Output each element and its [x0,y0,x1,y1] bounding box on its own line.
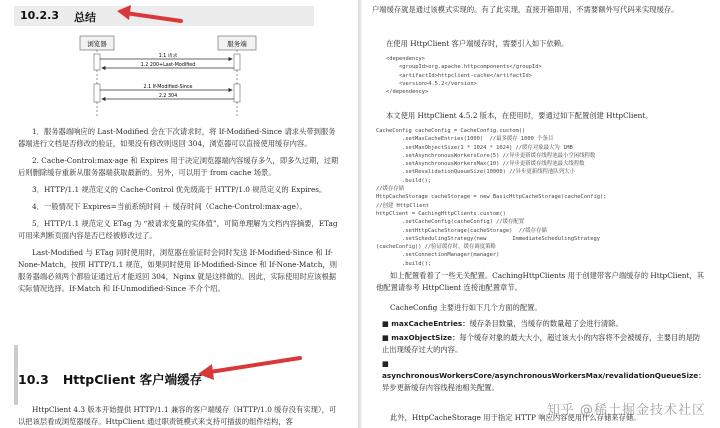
code-line: HttpCacheStorage cacheStorage = new BasicHttpCacheStorage(cacheConfig); [376,194,607,201]
msg-4: 2.2 304 [158,94,178,99]
code-line: (cacheConfig)) //验证缓存时，缓存调度策略 [376,244,496,251]
heading-title: HttpClient 客户端缓存 [62,372,203,387]
code-line: .setConnectionManager(manager) [376,252,500,259]
code-line: <dependency> [386,56,425,62]
dependency-code [386,55,542,96]
code-line: .setRevalidationQueueSize(10000) //异步更新线程池队列大小 [376,169,575,176]
summary-item-1: 1．服务器端响应的 Last-Modified 会在下次请求时，将 If-Modified-Since 请求头带到服务器端进行文档是否修改的验证，如果没有修改则返回 304，浏览器可以直接使用缓存内容。 [18,127,336,148]
bullet-text: 异步更新缓存内容线程池相关配置。 [382,383,499,392]
after-config-paragraph: 如上配置看着了一些无关配置。CachingHttpClients 用于创建带客户端缓存的 HttpClient，其他配置请参考 HttpClient 连接池配置章节。 [376,271,705,292]
code-line: </dependency> [386,89,429,96]
bullet-name: maxObjectSize： [391,333,460,342]
last-line: 此外，HttpCacheStorage 用于指定 HTTP 响应内容使用什么存储来存储。 [390,413,641,422]
code-line: <version>4.5.2</version> [386,80,477,87]
dependency-intro: 在使用 HttpClient 客户端缓存时，需要引入如下依赖。 [386,39,569,48]
code-line: .setAsynchronousWorkersCore(5) //异步更新缓存线程池最小空闲线程数 [376,152,596,159]
code-line: <artifactId>httpclient-cache</artifactId> [386,72,533,79]
summary-note: Last-Modified 与 ETag 同时使用时，浏览器在验证时会同时发送 If-Modified-Since 和 If-None-Match，按照 HTTP/1.1 规范，如果同时使用 If-Modified-Since 和 If-None-Match，则服务器端必须两个都验证通过后才能返回 304，Nginx 就是这样做的。因此，实际使用时应该根据实际情况选择。If-Match 和 If-Unmodified-Since 不介个绍。 [18,248,338,293]
section-number: 10.2.3 [20,9,59,22]
summary-item-2: 2. Cache-Control:max-age 和 Expires 用于决定浏览器端内容缓存多久，即多久过期，过期后则删除缓存重新从服务器端获取最新的。另外，可以用于 from cache 场景。 [18,156,339,177]
bullet-text: 每个缓存对象的最大大小，超过该大小的内容将不会被缓存，主要目的是防止出现缓存过大的内容。 [382,333,701,354]
bullet-item: ■ maxCacheEntries：缓存条目数量，当缓存的数量超了会进行清除。 [382,319,623,328]
bullet-name: asynchronousWorkersCore/asynchronousWorkersMax/revalidationQueueSize： [382,371,706,380]
code-line: .setAsynchronousWorkersMax(10) //异步更新缓存线程池最大线程数 [376,161,585,168]
summary-list [18,126,340,295]
red-arrow-icon [115,3,185,27]
code-line: .setHttpCacheStorage(cacheStorage) //缓存存储 [376,227,547,234]
summary-item-5: 5．HTTP/1.1 规范定义 ETag 为 “被请求变量的实体值”，可简单理解为文档内容摘要，ETag 可用来判断页面内容是否已经被修改过了。 [18,219,338,240]
config-intro: 本文使用 HttpClient 4.5.2 版本，在使用时，要通过如下配置创建 HttpClient。 [386,111,653,120]
code-line: //缓存存储 [376,186,405,193]
left-page [0,0,358,428]
bullet-text: 缓存条目数量，当缓存的数量超了会进行清除。 [469,319,623,328]
code-line: .build(); [376,260,432,267]
cacheconfig-intro: CacheConfig 主要进行如下几个方面的配置。 [390,303,542,312]
summary-item-3: 3．HTTP/1.1 规范定义的 Cache-Control 优先级高于 HTTP/1.0 规范定义的 Expires。 [32,185,327,194]
summary-item-4: 4．一般情况下 Expires=当前系统时间 ＋ 缓存时间（Cache-Control:max-age）。 [32,202,307,211]
browser-label: 浏览器 [87,40,107,48]
bullet-name: maxCacheEntries： [391,319,470,328]
heading-number: 10.3 [18,372,49,387]
intro-continued: 户端缓存就是通过该模式实现的。有了此实现，直接开箱即用，不需要额外写代码来实现缓存。 [372,5,679,14]
msg-1: 1.1 请求 [158,54,178,59]
code-line: .setMaxObjectSize(1 * 1024 * 1024) //缓存对象最大为 1MB [376,144,573,151]
bullet-item: ■ maxObjectSize：每个缓存对象的最大大小，超过该大小的内容将不会被缓存，主要目的是防止出现缓存过大的内容。 [382,333,701,354]
code-line: CacheConfig cacheConfig = CacheConfig.custom() [376,128,526,134]
watermark: 知乎 @稀土掘金技术社区 [546,403,706,418]
bullet-item: ■ asynchronousWorkersCore/asynchronousWorkersMax/revalidationQueueSize：异步更新缓存内容线程池相关配置。 [382,359,706,392]
code-line: //创建 HttpClient [376,202,429,209]
red-arrow-icon [196,354,304,380]
sequence-diagram [78,34,268,118]
code-line: .build(); [376,177,432,184]
code-line: httpClient = CachingHttpClients.custom() [376,210,506,217]
code-line: .setSchedulingStrategy(new ImmediateSchedulingStrategy [376,235,600,242]
section-title: 总结 [74,11,96,24]
code-line: <groupId>org.apache.httpcomponents</groupId> [386,64,542,71]
chapter-heading [18,370,202,388]
msg-3: 2.1 If-Modified-Since [143,85,193,90]
config-bullets [382,318,704,394]
right-page [362,0,720,428]
config-code [376,127,606,268]
intro-paragraph: HttpClient 4.3 版本开始提供 HTTP/1.1 兼容的客户端缓存（HTTP/1.0 缓存没有实现），可以把该层看成浏览器缓存。HttpClient 通过职责链模式来支持可插拔的组件结构，客 [18,405,337,426]
server-label: 服务端 [227,40,247,48]
msg-2: 1.2 200+Last-Modified [140,63,196,68]
code-line: .setMaxCacheEntries(1000) //最多缓存 1000 个条目 [376,136,554,143]
code-line: .setCacheConfig(cacheConfig) //缓存配置 [376,219,525,226]
